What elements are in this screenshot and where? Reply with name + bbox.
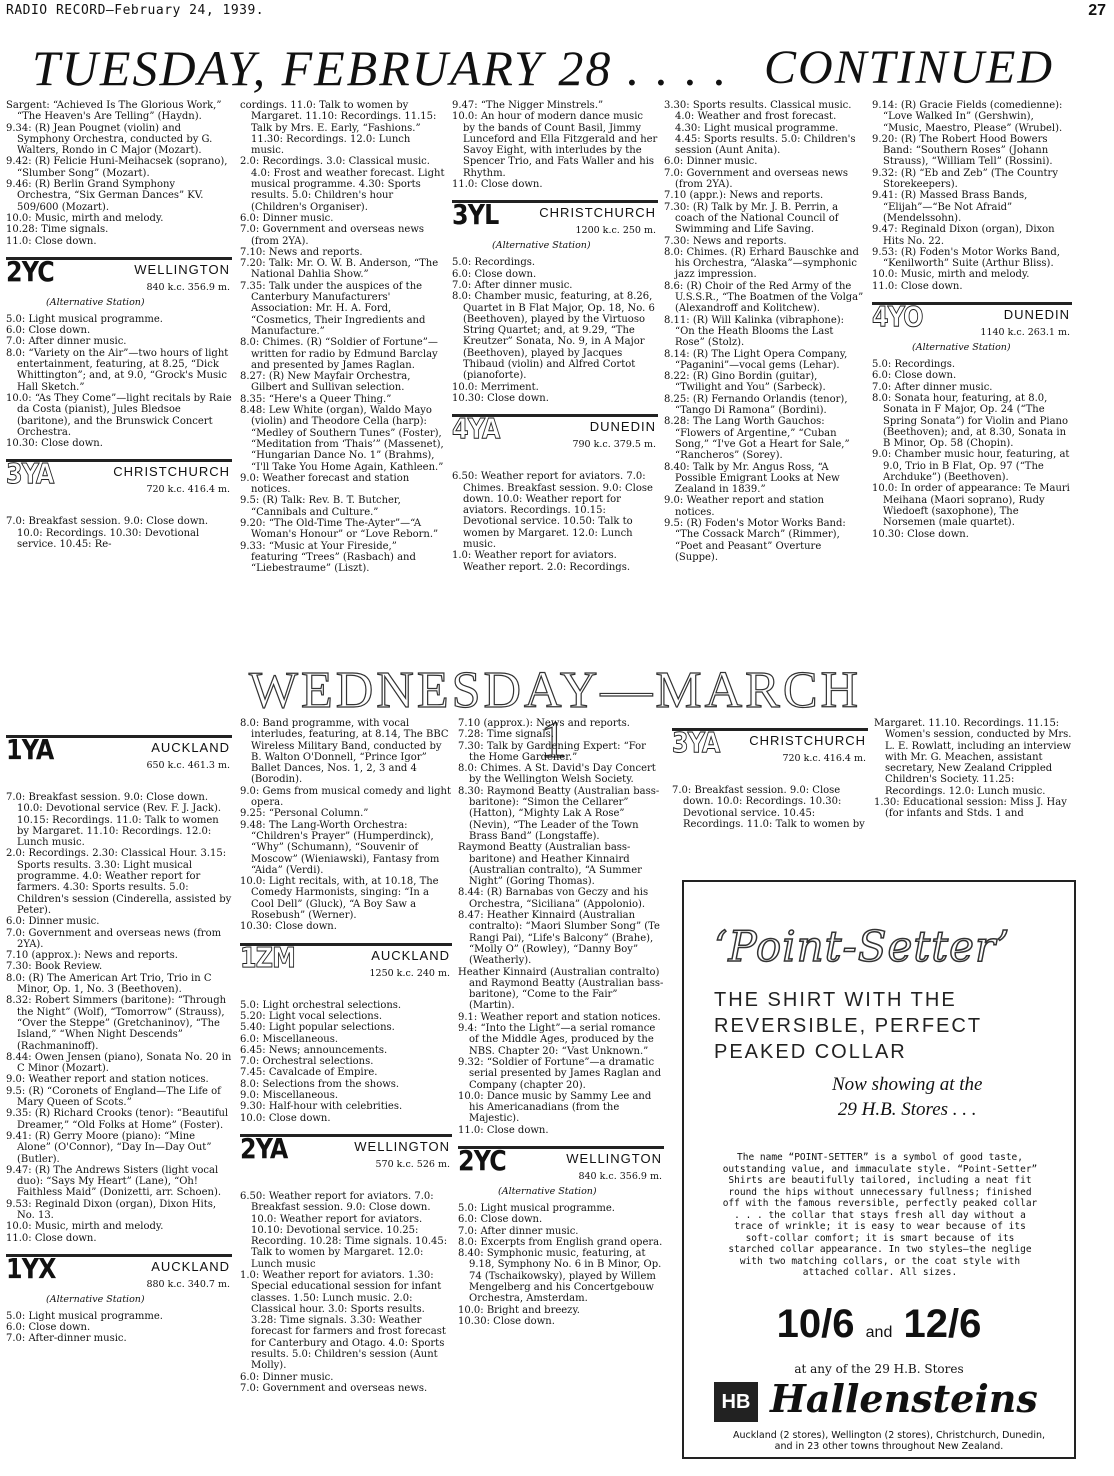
- schedule-entry: 1.0: Weather report for aviators. Weather report. 2.0: Recordings.: [452, 550, 631, 573]
- schedule-entry: 9.20: (R) The Robert Hood Bowers Band: “Southern Roses” (Johann Strauss), “William Tell” (Rossini).: [872, 133, 1053, 168]
- schedule-entry: 8.44: (R) Barnabas von Geczy and his Orchestra, “Siciliana” (Appolonio).: [458, 887, 652, 910]
- ad-price-and: and: [865, 1324, 893, 1341]
- callsign: 3YA: [6, 457, 54, 491]
- running-head: RADIO RECORD—February 24, 1939.: [6, 3, 265, 18]
- schedule-entry: 7.28: Time signals.: [458, 729, 554, 741]
- station-name: DUNEDIN: [1003, 307, 1070, 323]
- schedule-entry: 7.35: Talk under the auspices of the Canterbury Manufacturers' Association: Mr. H. A. Ford, “Cosmetics, Their Ingredients and Manufacture.”: [240, 280, 429, 337]
- station-name: WELLINGTON: [566, 1150, 662, 1166]
- schedule-entry: 7.30: News and reports.: [664, 235, 787, 247]
- schedule-entry: 9.0: Weather report and station notices.: [664, 495, 828, 518]
- schedule-entry: 9.34: (R) Jean Pougnet (violin) and Symphony Orchestra, conducted by G. Walters, Rondo in C Major (Mozart).: [6, 122, 216, 157]
- schedule-entry: 7.0: After dinner music.: [458, 1225, 579, 1237]
- column-wed-3: [458, 718, 664, 1327]
- schedule-entry: 5.20: Light vocal selections.: [240, 1010, 383, 1022]
- schedule-entry: 8.0: Band programme, with vocal interludes, featuring, at 8.14, The BBC Wireless Military Band, conducted by B. Walton O'Donnell, “Prince Igor” Ballet Dances, Nos. 1, 2, 3 and 4 (Borodin).: [240, 718, 452, 786]
- schedule-entry: 7.0: After dinner music.: [6, 336, 127, 348]
- schedule-entry: 8.6: (R) Choir of the Red Army of the U.S.S.R., “The Boatmen of the Volga” (Alexandroff and Kolitchew).: [664, 280, 867, 315]
- schedule-entry: 5.0: Recordings.: [452, 257, 536, 269]
- tuesday-title: TUESDAY, FEBRUARY 28 . . . .: [32, 40, 729, 96]
- column-tue-2: [240, 100, 446, 574]
- schedule-entry: 9.32: “Soldier of Fortune”—a dramatic serial presented by James Raglan and Company (chapter 20).: [458, 1056, 665, 1091]
- station-header-2yc-wed: [458, 1143, 664, 1197]
- column-tue-1: [6, 100, 235, 551]
- schedule-entry: 9.0: Chamber music hour, featuring, at 9.0, Trio in B Flat, Op. 97 (“The Archduke”) (Beethoven).: [872, 449, 1073, 484]
- station-frequency: 570 k.c. 526 m.: [375, 1158, 450, 1170]
- schedule-entry: 10.30: Close down.: [458, 1315, 555, 1327]
- station-name: CHRISTCHURCH: [113, 464, 230, 480]
- column-tue-4: [664, 100, 867, 563]
- schedule-entry: 9.20: “The Old-Time The-Ayter”—“A Woman's Honour” or “Love Reborn.”: [240, 517, 439, 541]
- schedule-entry: cordings. 11.0: Talk to women by Margaret. 11.10: Recordings. 11.15: Talk by Mrs. E. Early, “Fashions.” 11.30: Recordings. 12.0: Lunch music.: [240, 100, 440, 157]
- schedule-entry: 6.45: News; announcements.: [240, 1044, 388, 1056]
- schedule-entry: 7.0: Breakfast session. 9.0: Close down. 10.0: Recordings. 10.30: Devotional service. 10.45: Recordings. 11.0: Talk to women by: [672, 785, 865, 830]
- station-name: AUCKLAND: [371, 947, 450, 963]
- schedule-entry: 10.0: Bright and breezy.: [458, 1304, 580, 1316]
- ad-prices: [684, 1302, 1074, 1347]
- schedule-entry: 7.0: After dinner music.: [872, 381, 993, 393]
- schedule-entry: 10.30: Close down.: [872, 528, 969, 540]
- station-header-4yo: [872, 302, 1072, 351]
- schedule-entry: 5.0: Light musical programme.: [458, 1202, 615, 1214]
- station-frequency: 1140 k.c. 263.1 m.: [980, 327, 1070, 339]
- schedule-entry: 9.53: Reginald Dixon (organ), Dixon Hits, No. 13.: [6, 1198, 220, 1221]
- schedule-entry: 8.40: Talk by Mr. Angus Ross, “A Possible Emigrant Looks at New Zealand in 1839.”: [664, 461, 843, 496]
- schedule-entry: 7.0: Government and overseas news.: [240, 1382, 428, 1394]
- station-frequency: 840 k.c. 356.9 m.: [578, 1170, 662, 1182]
- schedule-entry: 10.0: “As They Come”—light recitals by Raie da Costa (pianist), Jules Bledsoe (baritone), and the Brunswick Concert Orchestra.: [6, 392, 235, 438]
- schedule-entry: 9.32: (R) “Eb and Zeb” (The Country Storekeepers).: [872, 167, 1062, 191]
- callsign: 4YO: [872, 300, 923, 334]
- schedule-entry: 8.0: Selections from the shows.: [240, 1078, 400, 1090]
- schedule-entry: 10.0: Music, mirth and melody.: [872, 269, 1030, 281]
- station-header-3ya-wed: [672, 728, 868, 777]
- schedule-entry: 11.0: Close down.: [6, 1232, 97, 1244]
- schedule-entry: 7.30: (R) Talk by Mr. J. B. Perrin, a coach of the National Council of Swimming and Life Saving.: [664, 201, 842, 236]
- schedule-entry: 7.45: Cavalcade of Empire.: [240, 1067, 378, 1079]
- ad-show-line: Now showing at the: [832, 1074, 983, 1095]
- ad-headline: [714, 987, 982, 1065]
- ad-price-2: 12/6: [903, 1302, 982, 1346]
- callsign: 2YA: [240, 1131, 288, 1165]
- schedule-entry: 6.0: Miscellaneous.: [240, 1033, 339, 1045]
- schedule-entry: 6.50: Weather report for aviators. 7.0: Breakfast session. 9.0: Close down. 10.0: Weather report for aviators. 10.10: Devotional service. 10.25: Recording. 10.28: Time signals. 10.45: Talk to women by Margaret. 12.0: Lunch music: [240, 1190, 451, 1270]
- schedule-entry: 9.0: Weather forecast and station notices.: [240, 472, 413, 496]
- station-header-4ya: [452, 414, 658, 463]
- callsign: 4YA: [452, 412, 500, 446]
- station-name: WELLINGTON: [134, 261, 230, 277]
- hb-logo: HB: [714, 1382, 758, 1422]
- schedule-entry: 8.47: Heather Kinnaird (Australian contralto): “Maori Slumber Song” (Te Rangi Pai), “Life's Balcony” (Brahe), “Molly O” (Rowley), “Danny Boy” (Weatherly).: [458, 910, 664, 967]
- schedule-entry: 5.0: Light orchestral selections.: [240, 999, 402, 1011]
- point-setter-advertisement: [682, 880, 1076, 1459]
- ad-line: PEAKED COLLAR: [714, 1041, 907, 1063]
- schedule-entry: 7.0: Government and overseas news (from 2YA).: [240, 224, 428, 247]
- schedule-entry: 8.0: Chamber music, featuring, at 8.26, Quartet in B Flat Major, Op. 18, No. 6 (Beethoven), played by the Virtuoso String Quartet; and, at 9.29, “The Kreutzer” Sonata, No. 9, in A Major (Beethoven), played by Jacques Thibaud (violin) and Alfred Cortot (pianoforte).: [452, 291, 659, 382]
- station-alternative: (Alternative Station): [46, 296, 145, 308]
- station-alternative: (Alternative Station): [46, 1293, 145, 1305]
- ad-show-line: 29 H.B. Stores . . .: [837, 1099, 977, 1120]
- schedule-entry: Margaret. 11.10. Recordings. 11.15: Women's session, conducted by Mrs. L. E. Rowlatt, including an interview with Mr. G. Meachen, assistant secretary, New Zealand Crippled Children's Society. 11.25: Recordings. 12.0: Lunch music.: [874, 718, 1075, 797]
- station-name: WELLINGTON: [354, 1138, 450, 1154]
- schedule-entry: 8.48: Lew White (organ), Waldo Mayo (violin) and Theodore Cella (harp): “Medley of Southern Tunes” (Foster), “Meditation from ‘Thais’” (Massenet), “Hungarian Dance No. 1” (Brahms), “I'll Take You Home Again, Kathleen.”: [240, 405, 447, 473]
- station-name: AUCKLAND: [151, 740, 230, 755]
- schedule-entry: 1.30: Educational session: Miss J. Hay (for infants and Stds. 1 and: [874, 797, 1071, 820]
- column-tue-3: [452, 100, 661, 573]
- schedule-entry: 6.0: Dinner music.: [6, 916, 100, 928]
- station-frequency: 650 k.c. 461.3 m.: [146, 760, 230, 771]
- schedule-entry: 9.0: Weather report and station notices.: [6, 1074, 209, 1086]
- schedule-entry: 9.47: Reginald Dixon (organ), Dixon Hits No. 22.: [872, 224, 1058, 247]
- wednesday-title: WEDNESDAY—MARCH 1: [248, 662, 862, 769]
- schedule-entry: 2.0: Recordings. 2.30: Classical Hour. 3.15: Sports results. 3.30: Light musical programme. 4.0: Weather report for farmers. 4.30: Sports results. 5.0: Children's session (Cinderella, assisted by Peter).: [6, 848, 235, 916]
- ad-showing: [832, 1072, 982, 1122]
- schedule-entry: 7.0: After-dinner music.: [6, 1333, 127, 1345]
- schedule-entry: 7.10: News and reports.: [240, 246, 363, 258]
- schedule-entry: 8.0: Chimes. (R) Erhard Bauschke and his Orchestra, “Alaska”—symphonic jazz impression.: [664, 246, 863, 281]
- schedule-entry: 7.0: After dinner music.: [452, 279, 573, 291]
- schedule-entry: 9.41: (R) Gerry Moore (piano): “Mine Alone” (O'Connor), “Day In—Day Out” (Butler).: [6, 1130, 215, 1165]
- schedule-entry: 6.0: Dinner music.: [240, 212, 334, 224]
- schedule-entry: 8.0: Chimes. A St. David's Day Concert by the Wellington Welsh Society.: [458, 763, 659, 786]
- schedule-entry: 10.28: Time signals.: [6, 224, 109, 236]
- schedule-entry: 8.22: (R) Gino Bordin (guitar), “Twilight and You” (Sarbeck).: [664, 371, 826, 394]
- schedule-entry: 7.10 (appr.): News and reports.: [664, 190, 824, 202]
- callsign: 3YA: [672, 726, 720, 759]
- schedule-entry: 8.44: Owen Jensen (piano), Sonata No. 20 in C Minor (Mozart).: [6, 1051, 235, 1075]
- schedule-entry: 10.0: Music, mirth and melody.: [6, 212, 164, 224]
- schedule-entry: 6.0: Close down.: [452, 268, 537, 280]
- schedule-entry: 8.40: Symphonic music, featuring, at 9.18, Symphony No. 6 in B Minor, Op. 74 (Tschaikowsky), played by Willem Mengelberg and his Concertgebouw Orchestra, Amsterdam.: [458, 1248, 665, 1305]
- schedule-entry: 6.0: Close down.: [458, 1214, 543, 1226]
- schedule-entry: 8.28: The Lang Worth Gauchos: “Flowers of Argentine,” “Cuban Song,” “I've Got a Heart for Sale,” “Rancheros” (Sorey).: [664, 416, 853, 462]
- schedule-entry: 1.0: Weather report for aviators. 1.30: Special educational session for infant classes. 1.50: Lunch music. 2.0: Classical hour. 3.0: Sports results. 3.28: Time signals. 3.30: Weather forecast for farmers and frost forecast for Canterbury and Otago. 4.0: Sports results. 5.0: Children's session (Aunt Molly).: [240, 1269, 450, 1372]
- schedule-entry: 11.0: Close down.: [6, 235, 97, 247]
- schedule-entry: 9.5: (R) Foden's Motor Works Band: “The Cossack March” (Rimmer), “Poet and Peasant” Overture (Suppe).: [664, 517, 849, 563]
- schedule-entry: 6.50: Weather report for aviators. 7.0: Chimes. Breakfast session. 9.0: Close down. 10.0: Weather report for aviators. Recordings. 10.15: Devotional service. 10.50: Talk to women by Margaret. 12.0: Lunch music.: [452, 471, 657, 551]
- ad-line: REVERSIBLE, PERFECT: [714, 1015, 983, 1037]
- schedule-entry: 9.1: Weather report and station notices.: [458, 1011, 661, 1023]
- station-frequency: 1250 k.c. 240 m.: [369, 967, 450, 979]
- station-frequency: 880 k.c. 340.7 m.: [146, 1278, 230, 1290]
- callsign: 2YC: [458, 1143, 506, 1177]
- schedule-entry: 8.0: Chimes. (R) “Soldier of Fortune”—written for radio by Edmund Barclay and presented by James Raglan.: [240, 337, 441, 371]
- schedule-entry: 11.0: Close down.: [458, 1124, 549, 1136]
- callsign: 1YA: [6, 733, 54, 766]
- schedule-entry: 10.30: Close down.: [240, 921, 337, 933]
- schedule-entry: Heather Kinnaird (Australian contralto) and Raymond Beatty (Australian bass-baritone), “Come to the Fair” (Martin).: [458, 966, 664, 1012]
- schedule-entry: 6.0: Close down.: [6, 325, 91, 337]
- schedule-entry: 9.33: “Music at Your Fireside,” featuring “Trees” (Rasbach) and “Liebestraume” (Liszt).: [240, 540, 420, 575]
- schedule-entry: 7.0: Government and overseas news (from 2YA).: [664, 167, 852, 191]
- schedule-entry: 7.10 (approx.): News and reports.: [6, 950, 178, 962]
- schedule-entry: Raymond Beatty (Australian bass-baritone) and Heather Kinnaird (Australian contralto), “A Summer Night” (Goring Thomas).: [458, 842, 646, 888]
- schedule-entry: 8.32: Robert Simmers (baritone): “Through the Night” (Wolf), “Tomorrow” (Strauss), “Over the Steppe” (Gretchaninov), “The Island,” “When Night Descends” (Rachmaninoff).: [6, 995, 230, 1052]
- schedule-entry: 9.30: Half-hour with celebrities.: [240, 1101, 403, 1113]
- schedule-entry: 8.11: (R) Will Kalinka (vibraphone): “On the Heath Blooms the Last Rose” (Stolz).: [664, 314, 848, 349]
- schedule-entry: 8.0: Sonata hour, featuring, at 8.0, Sonata in F Major, Op. 24 (“The Spring Sonata”) for Violin and Piano (Beethoven); and, at 8.30, Sonata in B Minor, Op. 58 (Chopin).: [872, 392, 1072, 450]
- schedule-entry: 6.0: Close down.: [872, 370, 957, 382]
- schedule-entry: 7.0: Breakfast session. 9.0: Close down. 10.0: Devotional service (Rev. F. J. Jack). 10.15: Recordings. 11.0: Talk to women by Margaret. 11.10: Recordings. 12.0: Lunch music.: [6, 792, 225, 849]
- schedule-entry: 5.0: Light musical programme.: [6, 1310, 163, 1322]
- station-frequency: 720 k.c. 416.4 m.: [146, 484, 230, 496]
- schedule-entry: 10.0: Light recitals, with, at 10.18, The Comedy Harmonists, singing: “In a Cool Dell” (Gluck), “A Boy Saw a Rosebush” (Werner).: [240, 876, 442, 922]
- schedule-entry: 8.14: (R) The Light Opera Company, “Paganini”—vocal gems (Lehar).: [664, 348, 851, 371]
- schedule-entry: 8.30: Raymond Beatty (Australian bass-baritone): “Simon the Cellarer” (Hatton), “Mighty Lak A Rose” (Nevin), “The Leader of the Town Brass Band” (Longstaffe).: [458, 785, 660, 842]
- schedule-entry: 9.4: “Into the Light”—a serial romance of the Middle Ages, produced by the NBS. Chapter 20: “Vast Unknown.”: [458, 1023, 659, 1057]
- callsign: 1YX: [6, 1251, 56, 1285]
- continued-label: CONTINUED: [763, 41, 1054, 94]
- station-name: DUNEDIN: [589, 419, 656, 435]
- schedule-entry: 9.0: Gems from musical comedy and light opera.: [240, 785, 455, 809]
- station-header-2ya: [240, 1131, 452, 1183]
- station-frequency: 1200 k.c. 250 m.: [575, 225, 656, 237]
- station-name: AUCKLAND: [151, 1258, 230, 1274]
- ad-title: ‘Point-Setter’: [714, 922, 1011, 971]
- column-wed-2: [240, 718, 455, 1394]
- ad-body: The name “POINT-SETTER” is a symbol of good taste, outstanding value, and immaculate style. “Point-Setter” Shirts are beautifully tailored, including a neat fit round the hips without unnecessary fullness; finished off with the famous reversible, perfectly peaked collar . . . the collar that stays fresh all day without a trace of wrinkle; it is easy to wear because of its soft-collar comfort; it is smart because of its starched collar appearance. In two styles—the neglige with two matching collars, or the coat style with attached collar. All sizes.: [722, 1152, 1038, 1278]
- callsign: 2YC: [6, 254, 54, 288]
- schedule-entry: 10.0: Dance music by Sammy Lee and his Americanadians (from the Majestic).: [458, 1090, 655, 1125]
- schedule-entry: 7.0: Breakfast session. 9.0: Close down. 10.0: Recordings. 10.30: Devotional service. 10.45: Re-: [6, 516, 212, 551]
- schedule-entry: 10.30: Close down.: [6, 438, 103, 450]
- schedule-entry: 9.41: (R) Massed Brass Bands, “Elijah”—“Be Not Afraid” (Mendelssohn).: [872, 190, 1031, 224]
- station-name: CHRISTCHURCH: [539, 205, 656, 221]
- schedule-entry: 8.25: (R) Fernando Orlandis (tenor), “Tango Di Ramona” (Bordini).: [664, 393, 851, 417]
- station-header-1ya: [6, 735, 232, 784]
- ad-stores: at any of the 29 H.B. Stores: [794, 1362, 964, 1376]
- schedule-entry: 5.0: Recordings.: [872, 359, 956, 371]
- station-alternative: (Alternative Station): [498, 1185, 597, 1197]
- station-name: CHRISTCHURCH: [749, 733, 866, 748]
- ad-footer: Auckland (2 stores), Wellington (2 stores), Christchurch, Dunedin, and in 23 other towns throughout New Zealand.: [732, 1430, 1046, 1452]
- schedule-entry: 9.0: Miscellaneous.: [240, 1090, 339, 1102]
- schedule-entry: 11.0: Close down.: [452, 179, 543, 191]
- ad-brand: Hallensteins: [770, 1376, 1038, 1421]
- schedule-entry: 9.42: (R) Felicie Huni-Meihacsek (soprano), “Slumber Song” (Mozart).: [6, 156, 231, 179]
- ad-price-1: 10/6: [776, 1302, 855, 1346]
- schedule-entry: 9.48: The Lang-Worth Orchestra: “Children's Prayer” (Humperdinck), “Why” (Schumann), “Souvenir of Moscow” (Wieniawski), Fantasy from “Aida” (Verdi).: [240, 819, 443, 876]
- schedule-entry: 9.5: (R) “Coronets of England—The Life of Mary Queen of Scots.”: [6, 1085, 225, 1109]
- station-header-3ya: [6, 459, 232, 508]
- column-tue-5: [872, 100, 1072, 540]
- schedule-entry: 9.46: (R) Berlin Grand Symphony Orchestra, “Six German Dances” KV. 509/600 (Mozart).: [6, 179, 207, 213]
- ad-line: THE SHIRT WITH THE: [714, 989, 957, 1011]
- schedule-entry: 7.0: Government and overseas news (from 2YA).: [6, 927, 225, 950]
- schedule-entry: 10.0: In order of appearance: Te Mauri Meihana (Maori soprano), Rudy Wiedoeft (saxophone), The Norsemen (male quartet).: [872, 483, 1074, 529]
- station-header-3yl: [452, 198, 658, 252]
- schedule-entry: 10.30: Close down.: [452, 392, 549, 404]
- schedule-entry: 9.47: “The Nigger Minstrels.”: [452, 100, 604, 111]
- column-wed-1: [6, 725, 235, 1345]
- schedule-entry: 11.0: Close down.: [872, 280, 963, 292]
- schedule-entry: 8.0: “Variety on the Air”—two hours of light entertainment, featuring, at 8.25, “Dick Whittington”; and, at 9.0, “Grock's Music Hall Sketch.”: [6, 347, 232, 393]
- schedule-entry: 7.20: Talk: Mr. O. W. B. Anderson, “The National Dahlia Show.”: [240, 258, 442, 281]
- schedule-entry: 2.0: Recordings. 3.0: Classical music. 4.0: Frost and weather forecast. Light musical programme. 4.30: Sports results. 5.0: Children's hour (Children's Organiser).: [240, 156, 448, 213]
- schedule-entry: 10.0: An hour of modern dance music by the bands of Count Basil, Jimmy Lunceford and Ella Fitzgerald and her Savoy Eight, with interludes by the Spencer Trio, and Fats Waller and his Rhythm.: [452, 111, 661, 179]
- schedule-entry: 5.40: Light popular selections.: [240, 1022, 395, 1034]
- station-header-1zm: [240, 940, 452, 992]
- schedule-entry: Sargent: “Achieved Is The Glorious Work,” “The Heaven's Are Telling” (Haydn).: [6, 100, 225, 123]
- station-frequency: 840 k.c. 356.9 m.: [146, 281, 230, 293]
- callsign: 1ZM: [240, 940, 295, 974]
- schedule-entry: 10.0: Close down.: [240, 1112, 331, 1124]
- station-alternative: (Alternative Station): [912, 341, 1011, 353]
- station-header-2yc: [6, 254, 232, 308]
- station-header-1yx: [6, 1251, 232, 1305]
- schedule-entry: 10.0: Merriment.: [452, 381, 539, 393]
- schedule-entry: 8.0: Excerpts from English grand opera.: [458, 1236, 663, 1248]
- schedule-entry: 7.10 (approx.): News and reports.: [458, 718, 630, 729]
- schedule-entry: 5.0: Light musical programme.: [6, 313, 163, 325]
- schedule-entry: 9.14: (R) Gracie Fields (comedienne): “Love Walked In” (Gershwin), “Music, Maestro, Please” (Wrubel).: [872, 100, 1066, 134]
- schedule-entry: 9.53: (R) Foden's Motor Works Band, “Kenilworth” Suite (Arthur Bliss).: [872, 246, 1064, 270]
- schedule-entry: 9.5: (R) Talk: Rev. B. T. Butcher, “Cannibals and Culture.”: [240, 495, 404, 518]
- schedule-entry: 7.0: Orchestral selections.: [240, 1056, 374, 1068]
- station-alternative: (Alternative Station): [492, 240, 591, 252]
- schedule-entry: 6.0: Dinner music.: [240, 1371, 334, 1383]
- callsign: 3YL: [452, 198, 499, 232]
- column-wed-5: [874, 718, 1075, 820]
- page-number: 27: [1088, 2, 1106, 19]
- column-wed-4: [672, 718, 868, 830]
- station-frequency: 790 k.c. 379.5 m.: [572, 439, 656, 451]
- schedule-entry: 8.27: (R) New Mayfair Orchestra, Gilbert and Sullivan selection.: [240, 371, 414, 394]
- schedule-entry: 7.30: Book Review.: [6, 961, 103, 973]
- schedule-entry: 9.47: (R) The Andrews Sisters (light vocal duo): “Says My Heart” (Lane), “Oh! Faithless Maid” (Donizetti, arr. Schoen).: [6, 1164, 222, 1199]
- schedule-entry: 9.35: (R) Richard Crooks (tenor): “Beautiful Dreamer,” “Old Folks at Home” (Foster).: [6, 1108, 232, 1131]
- schedule-entry: 7.30: Talk by Gardening Expert: “For the Home Gardener.”: [458, 740, 650, 763]
- schedule-entry: 3.30: Sports results. Classical music. 4.0: Weather and frost forecast. 4.30: Light musical programme. 4.45: Sports results. 5.0: Children's session (Aunt Anita).: [664, 100, 859, 157]
- schedule-entry: 6.0: Dinner music.: [664, 156, 758, 168]
- schedule-entry: 10.0: Music, mirth and melody.: [6, 1221, 164, 1233]
- schedule-entry: 6.0: Close down.: [6, 1322, 91, 1334]
- station-frequency: 720 k.c. 416.4 m.: [782, 753, 866, 764]
- schedule-entry: 9.25: “Personal Column.”: [240, 808, 369, 820]
- schedule-entry: 8.0: (R) The American Art Trio, Trio in C Minor, Op. 1, No. 3 (Beethoven).: [6, 972, 215, 996]
- schedule-entry: 8.35: “Here's a Queer Thing.”: [240, 393, 392, 405]
